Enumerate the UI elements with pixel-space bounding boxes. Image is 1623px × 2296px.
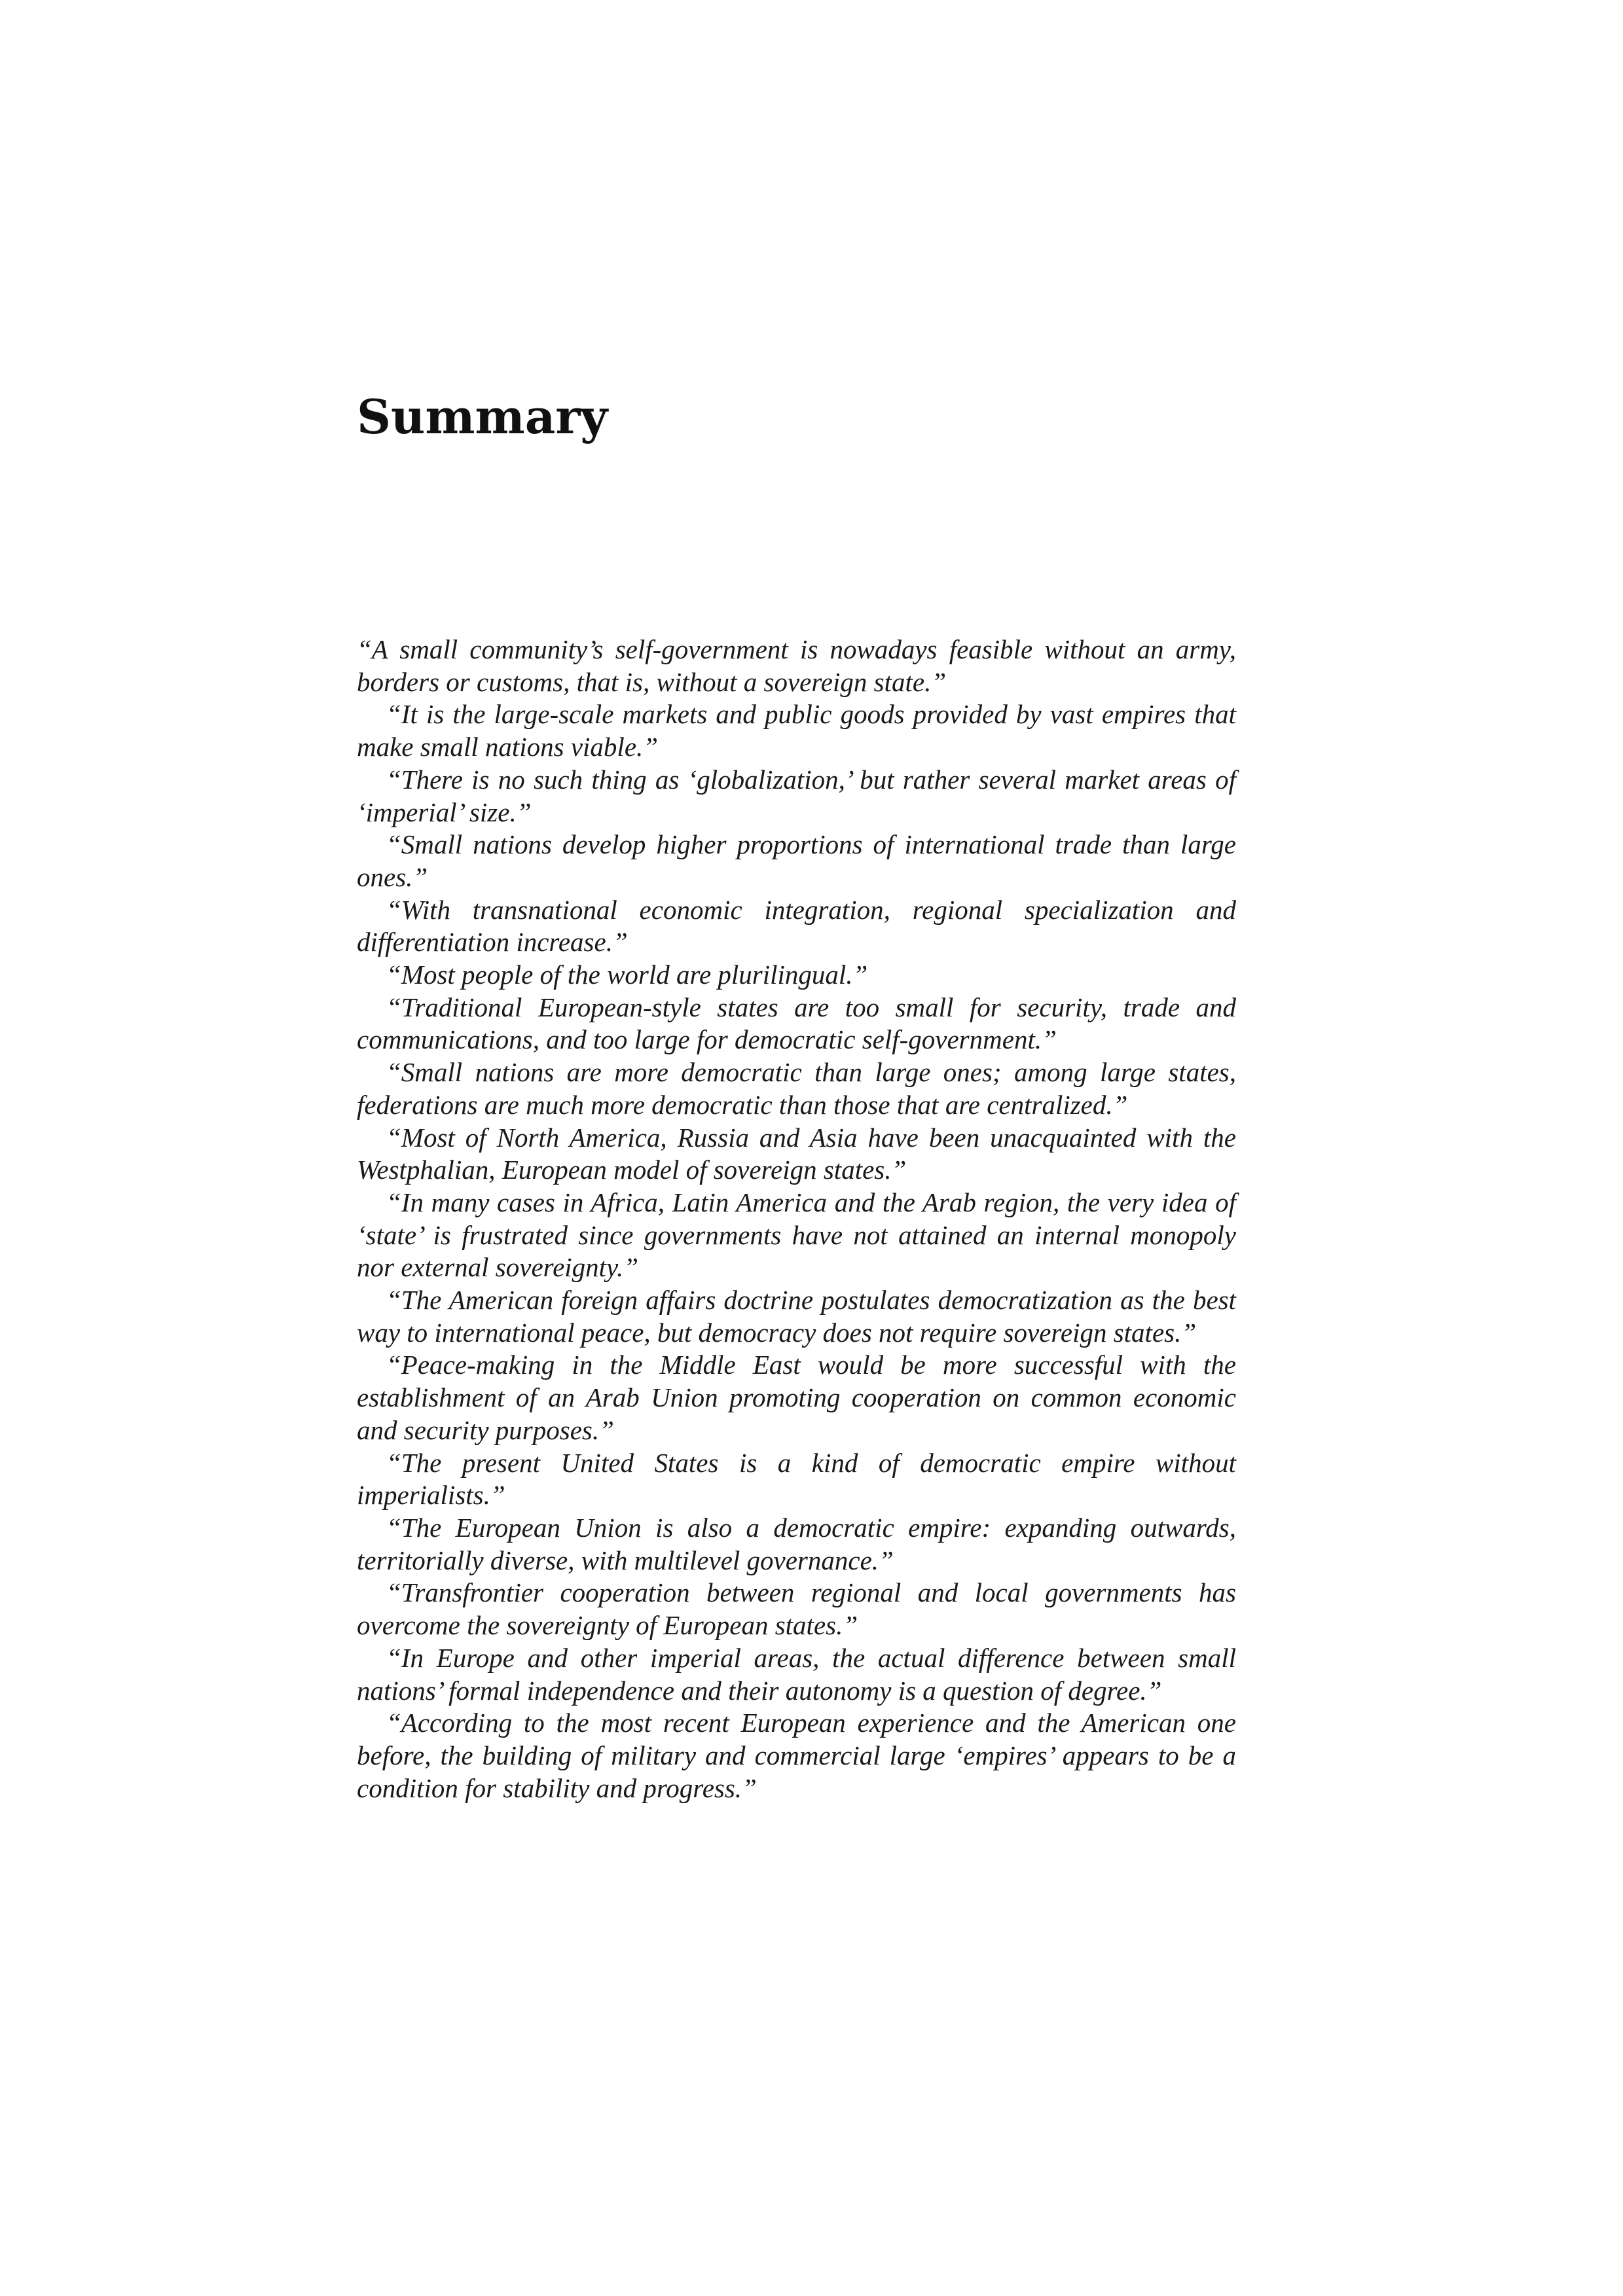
page-title: Summary	[357, 389, 608, 444]
quote-paragraph: “Small nations are more democratic than large ones; among large states, federations are much more democratic than those that are centralized.”	[357, 1057, 1236, 1120]
quote-paragraph: “The present United States is a kind of democratic empire without imperialists.”	[357, 1447, 1236, 1511]
quote-paragraph: “In many cases in Africa, Latin America and the Arab region, the very idea of ‘state’ is frustrated since governments have not attained an internal monopoly nor external sovereignty.”	[357, 1187, 1236, 1283]
quote-list	[357, 634, 1236, 1804]
quote-paragraph: “There is no such thing as ‘globalization,’ but rather several market areas of ‘imperial’ size.”	[357, 764, 1236, 827]
quote-paragraph: “Traditional European-style states are too small for security, trade and communications, and too large for democratic self-government.”	[357, 992, 1236, 1055]
quote-paragraph: “Peace-making in the Middle East would be more successful with the establishment of an Arab Union promoting cooperation on common economic and security purposes.”	[357, 1350, 1236, 1445]
quote-paragraph: “The American foreign affairs doctrine postulates democratization as the best way to international peace, but democracy does not require sovereign states.”	[357, 1285, 1236, 1348]
quote-paragraph: “Small nations develop higher proportions of international trade than large ones.”	[357, 829, 1236, 892]
quote-paragraph: “Most people of the world are plurilingual.”	[386, 960, 868, 990]
quote-paragraph: “With transnational economic integration, regional specialization and differentiation increase.”	[357, 894, 1236, 958]
quote-paragraph: “The European Union is also a democratic empire: expanding outwards, territorially diverse, with multilevel governance.”	[357, 1512, 1236, 1575]
quote-paragraph: “According to the most recent European experience and the American one before, the building of military and commercial large ‘empires’ appears to be a condition for stability and progress.”	[357, 1708, 1236, 1803]
quote-paragraph: “It is the large-scale markets and public goods provided by vast empires that make small nations viable.”	[357, 699, 1236, 762]
quote-paragraph: “Most of North America, Russia and Asia have been unacquainted with the Westphalian, European model of sovereign states.”	[357, 1122, 1236, 1185]
quote-paragraph: “In Europe and other imperial areas, the actual difference between small nations’ formal independence and their autonomy is a question of degree.”	[357, 1642, 1236, 1706]
quote-paragraph: “Transfrontier cooperation between regional and local governments has overcome the sovereignty of European states.”	[357, 1577, 1236, 1641]
quote-paragraph: “A small community’s self-government is nowadays feasible without an army, borders or customs, that is, without a sovereign state.”	[357, 634, 1236, 697]
